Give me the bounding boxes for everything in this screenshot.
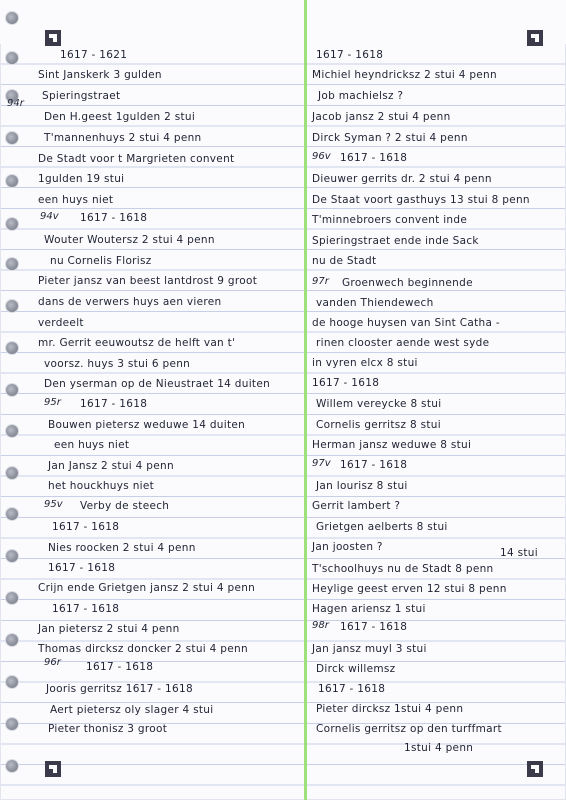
entry-line: Herman jansz weduwe 8 stui xyxy=(312,439,472,451)
binder-hole xyxy=(6,384,18,396)
entry-line: Jan pietersz 2 stui 4 penn xyxy=(38,623,180,635)
entry-line: 1617 - 1618 xyxy=(318,683,386,695)
entry-line: 1stui 4 penn xyxy=(404,742,474,754)
entry-line: De Staat voort gasthuys 13 stui 8 penn xyxy=(312,194,530,206)
entry-line: Gerrit lambert ? xyxy=(312,500,401,512)
entry-line: Pieter thonisz 3 groot xyxy=(48,723,168,735)
binder-hole xyxy=(6,300,18,312)
entry-line: Dirck Syman ? 2 stui 4 penn xyxy=(312,132,468,144)
entry-line: Jan lourisz 8 stui xyxy=(316,480,408,492)
entry-line: Pieter jansz van beest lantdrost 9 groot xyxy=(38,275,258,287)
entry-line: verdeelt xyxy=(38,317,84,329)
entry-line: Wouter Woutersz 2 stui 4 penn xyxy=(44,234,215,246)
entry-line: Thomas dircksz doncker 2 stui 4 penn xyxy=(38,643,248,655)
entry-line: 1617 - 1618 xyxy=(340,621,408,633)
entry-line: Crijn ende Grietgen jansz 2 stui 4 penn xyxy=(38,582,256,594)
binder-hole xyxy=(6,52,18,64)
entry-line: Nies roocken 2 stui 4 penn xyxy=(48,542,196,554)
binder-hole xyxy=(6,218,18,230)
entry-line: Verby de steech xyxy=(80,500,170,512)
entry-line: Den yserman op de Nieustraet 14 duiten xyxy=(44,378,271,390)
entry-line: mr. Gerrit eeuwoutsz de helft van t' xyxy=(38,337,236,349)
entry-line: 1617 - 1618 xyxy=(80,212,148,224)
entry-line: Bouwen pietersz weduwe 14 duiten xyxy=(48,419,246,431)
entry-line: 1617 - 1618 xyxy=(316,49,384,61)
folio-note: 97v xyxy=(312,458,331,469)
entry-line: rinen clooster aende west syde xyxy=(316,337,490,349)
binder-hole xyxy=(6,258,18,270)
entry-line: 1617 - 1618 xyxy=(52,603,120,615)
folio-note: 96v xyxy=(312,151,331,162)
entry-line: Groenwech beginnende xyxy=(342,277,473,289)
entry-line: 1617 - 1618 xyxy=(52,521,120,533)
entry-line: Michiel heyndricksz 2 stui 4 penn xyxy=(312,69,497,81)
entry-line: dans de verwers huys aen vieren xyxy=(38,296,222,308)
binder-hole xyxy=(6,12,18,24)
entry-line: Spieringstraet xyxy=(42,90,121,102)
entry-line: Jacob jansz 2 stui 4 penn xyxy=(312,111,451,123)
entry-line: Jooris gerritsz 1617 - 1618 xyxy=(46,683,193,695)
entry-line: het houckhuys niet xyxy=(48,480,155,492)
entry-line: Sint Janskerk 3 gulden xyxy=(38,69,162,81)
entry-line: Hagen ariensz 1 stui xyxy=(312,603,426,615)
binder-hole xyxy=(6,676,18,688)
entry-line: T'mannenhuys 2 stui 4 penn xyxy=(44,132,202,144)
entry-line: Willem vereycke 8 stui xyxy=(316,398,442,410)
entry-line: 1617 - 1618 xyxy=(86,661,154,673)
entry-line: Jan joosten ? xyxy=(312,541,383,553)
binder-hole xyxy=(6,425,18,437)
entry-line: Heylige geest erven 12 stui 8 penn xyxy=(312,583,507,595)
folio-note: 94v xyxy=(40,211,59,222)
binder-hole xyxy=(6,132,18,144)
entry-line: Cornelis gerritsz 8 stui xyxy=(316,419,441,431)
entry-line: Dieuwer gerrits dr. 2 stui 4 penn xyxy=(312,173,492,185)
entry-line: T'minnebroers convent inde xyxy=(312,214,468,226)
entry-line: Grietgen aelberts 8 stui xyxy=(316,521,448,533)
entry-line: T'schoolhuys nu de Stadt 8 penn xyxy=(312,563,494,575)
binder-hole xyxy=(6,718,18,730)
entry-line: 1617 - 1618 xyxy=(80,398,148,410)
entry-line: De Stadt voor t Margrieten convent xyxy=(38,153,235,165)
binder-hole xyxy=(6,342,18,354)
folio-note: 95v xyxy=(44,499,63,510)
entry-line: vanden Thiendewech xyxy=(316,297,434,309)
binder-hole xyxy=(6,467,18,479)
brand-logo-icon xyxy=(45,30,61,46)
entry-line: Pieter dircksz 1stui 4 penn xyxy=(316,703,464,715)
entry-line: 1617 - 1621 xyxy=(60,49,128,61)
entry-line: een huys niet xyxy=(38,194,114,206)
entry-line: in vyren elcx 8 stui xyxy=(312,357,418,369)
entry-line: Spieringstraet ende inde Sack xyxy=(312,235,479,247)
binder-hole xyxy=(6,508,18,520)
page-header-band xyxy=(0,0,566,44)
folio-note: 98r xyxy=(312,620,329,631)
entry-line: Dirck willemsz xyxy=(316,663,396,675)
entry-line: 1617 - 1618 xyxy=(340,152,408,164)
entry-line: een huys niet xyxy=(54,439,130,451)
entry-line: nu Cornelis Florisz xyxy=(50,255,152,267)
folio-note: 94r xyxy=(7,98,24,109)
entry-line: Cornelis gerritsz op den turffmart xyxy=(316,723,502,735)
folio-note: 96r xyxy=(44,657,61,668)
folio-note: 97r xyxy=(312,276,329,287)
entry-line: Jan Jansz 2 stui 4 penn xyxy=(48,460,174,472)
entry-line: 1617 - 1618 xyxy=(340,459,408,471)
entry-line: 14 stui xyxy=(500,547,538,559)
entry-line: Aert pietersz oly slager 4 stui xyxy=(50,704,214,716)
entry-line: Jan jansz muyl 3 stui xyxy=(312,643,427,655)
entry-line: 1617 - 1618 xyxy=(48,562,116,574)
margin-line xyxy=(304,0,307,800)
entry-line: Job machielsz ? xyxy=(318,90,404,102)
brand-logo-icon xyxy=(45,761,61,777)
binder-hole xyxy=(6,634,18,646)
binder-hole xyxy=(6,592,18,604)
binder-hole xyxy=(6,760,18,772)
folio-note: 95r xyxy=(44,397,61,408)
brand-logo-icon xyxy=(527,30,543,46)
entry-line: 1617 - 1618 xyxy=(312,377,380,389)
entry-line: nu de Stadt xyxy=(312,255,377,267)
entry-line: Den H.geest 1gulden 2 stui xyxy=(44,111,196,123)
entry-line: de hooge huysen van Sint Catha - xyxy=(312,317,500,329)
binder-hole xyxy=(6,175,18,187)
brand-logo-icon xyxy=(527,761,543,777)
entry-line: voorsz. huys 3 stui 6 penn xyxy=(44,358,191,370)
entry-line: 1gulden 19 stui xyxy=(38,173,125,185)
binder-hole xyxy=(6,550,18,562)
